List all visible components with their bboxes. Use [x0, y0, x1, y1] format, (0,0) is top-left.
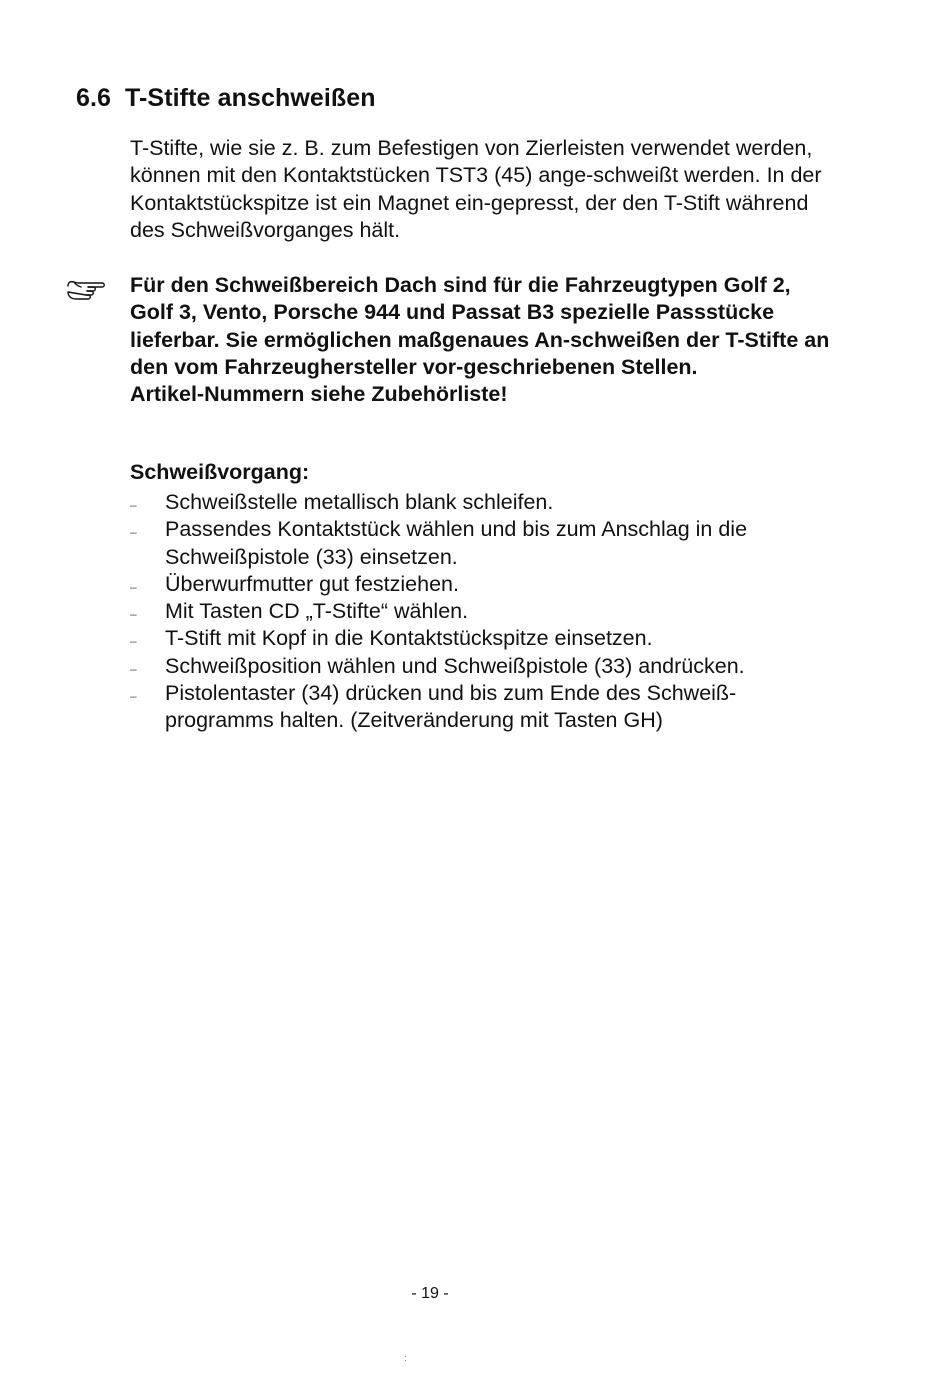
- list-item: [130, 516, 830, 571]
- note-box: [130, 272, 830, 408]
- step-text: Schweißstelle metallisch blank schleifen.: [165, 490, 554, 514]
- step-text: Schweißposition wählen und Schweißpistole (33) andrücken.: [165, 653, 745, 678]
- step-text: Mit Tasten CD „T-Stifte“ wählen.: [165, 599, 469, 624]
- dash-bullet-icon: –: [130, 579, 137, 594]
- page-number: - 19 -: [411, 1285, 449, 1302]
- dash-bullet-icon: –: [130, 689, 137, 704]
- list-item: [130, 625, 830, 652]
- pointing-hand-icon: [66, 276, 108, 304]
- list-item: [130, 598, 830, 625]
- step-text: Überwurfmutter gut festziehen.: [165, 571, 459, 596]
- procedure-title: Schweißvorgang:: [130, 460, 310, 484]
- note-reference: Artikel-Nummern siehe Zubehörliste!: [130, 382, 508, 407]
- step-text: T-Stift mit Kopf in die Kontaktstückspitze einsetzen.: [165, 626, 653, 651]
- dash-bullet-icon: –: [130, 525, 137, 540]
- list-item: [130, 653, 830, 680]
- procedure-steps: [130, 489, 830, 735]
- section-heading: [76, 84, 376, 113]
- list-item: [130, 680, 830, 735]
- step-text: Passendes Kontaktstück wählen und bis zum Anschlag in die Schweißpistole (33) einsetzen.: [165, 517, 748, 569]
- section-title: T-Stifte anschweißen: [125, 84, 376, 112]
- dash-bullet-icon: –: [130, 607, 137, 622]
- list-item: [130, 571, 830, 598]
- dash-bullet-icon: –: [130, 498, 137, 512]
- note-text: Für den Schweißbereich Dach sind für die Fahrzeugtypen Golf 2, Golf 3, Vento, Porsche 944 und Passat B3 spezielle Passstücke lieferbar. Sie ermöglichen maßgenaues An-schweißen der T-Stifte an den vom Fahrzeughersteller vor-geschriebenen Stellen.: [130, 273, 830, 379]
- list-item: [130, 489, 830, 516]
- intro-paragraph: T-Stifte, wie sie z. B. zum Befestigen von Zierleisten verwendet werden, können mit den Kontaktstücken TST3 (45) ange-schweißt werden. In der Kontaktstückspitze ist ein Magnet ein-gepresst, der den T-Stift während des Schweißvorganges hält.: [130, 136, 822, 242]
- section-number: 6.6: [76, 84, 112, 112]
- dash-bullet-icon: –: [130, 634, 137, 649]
- step-text: Pistolentaster (34) drücken und bis zum Ende des Schweiß-programms halten. (Zeitveränderung mit Tasten GH): [165, 681, 737, 733]
- scan-artifact: [405, 1356, 407, 1364]
- dash-bullet-icon: –: [130, 661, 137, 676]
